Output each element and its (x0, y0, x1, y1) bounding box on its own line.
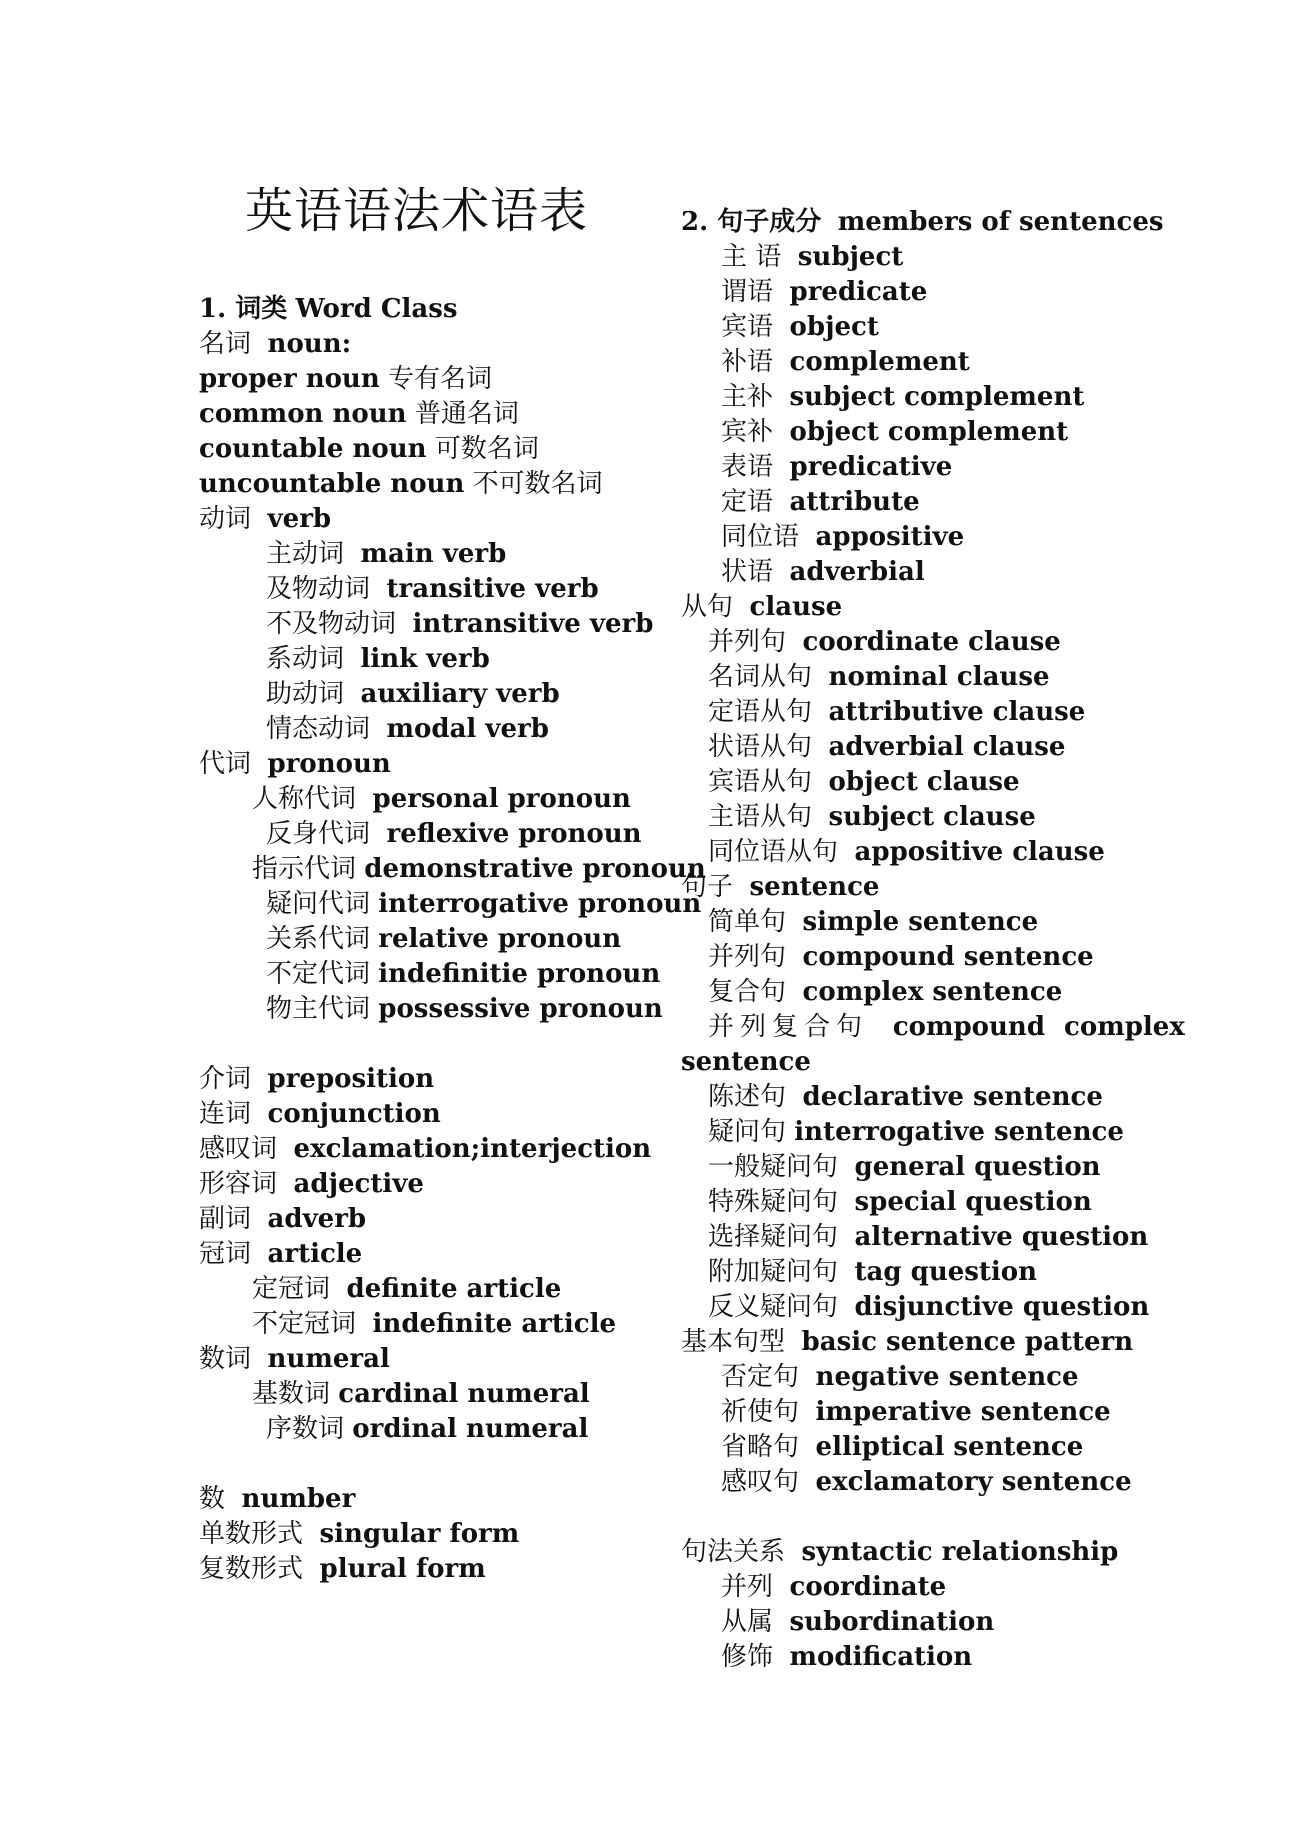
term-row: 补语 complement (721, 347, 970, 377)
term-row: 形容词 adjective (199, 1169, 424, 1199)
term-row-continuation: sentence (681, 1047, 811, 1077)
term-row: 谓语 predicate (721, 277, 928, 307)
term-row: 主 语 subject (721, 242, 904, 272)
page-title: 英语语法术语表 (245, 183, 589, 239)
term-row: 附加疑问句 tag question (708, 1257, 1038, 1287)
term-row: 感叹词 exclamation;interjection (199, 1134, 652, 1164)
term-row: 定冠词 definite article (252, 1274, 562, 1304)
term-row: 同位语从句 appositive clause (708, 837, 1105, 867)
term-row: 数 number (199, 1484, 356, 1514)
term-row: 简单句 simple sentence (708, 907, 1039, 937)
term-row: common noun 普通名词 (199, 399, 519, 429)
term-row: 陈述句 declarative sentence (708, 1082, 1103, 1112)
term-row: 疑问句 interrogative sentence (708, 1117, 1124, 1147)
term-row: 代词 pronoun (199, 749, 391, 779)
term-row: 否定句 negative sentence (721, 1362, 1079, 1392)
term-row: 系动词 link verb (266, 644, 490, 674)
term-row: 定语从句 attributive clause (708, 697, 1086, 727)
term-row: 数词 numeral (199, 1344, 390, 1374)
term-row: uncountable noun 不可数名词 (199, 469, 603, 499)
term-row: 一般疑问句 general question (708, 1152, 1101, 1182)
term-row: 宾语 object (721, 312, 879, 342)
term-row: 状语 adverbial (721, 557, 925, 587)
term-row: 宾语从句 object clause (708, 767, 1020, 797)
term-row: 并列复合句 compound complex (708, 1012, 1185, 1042)
section-heading: 2. 句子成分 members of sentences (681, 207, 1164, 237)
section-heading: 1. 词类 Word Class (199, 294, 458, 324)
term-row: 基本句型 basic sentence pattern (681, 1327, 1134, 1357)
term-row: 省略句 elliptical sentence (721, 1432, 1084, 1462)
term-row: 复数形式 plural form (199, 1554, 486, 1584)
term-row: 句法关系 syntactic relationship (681, 1537, 1119, 1567)
term-row: 定语 attribute (721, 487, 920, 517)
term-row: 从句 clause (681, 592, 843, 622)
term-row: 宾补 object complement (721, 417, 1069, 447)
term-row: 并列句 coordinate clause (708, 627, 1061, 657)
term-row: 修饰 modification (721, 1642, 973, 1672)
term-row: 状语从句 adverbial clause (708, 732, 1066, 762)
term-row: 表语 predicative (721, 452, 953, 482)
term-row: 基数词 cardinal numeral (252, 1379, 590, 1409)
term-row: 连词 conjunction (199, 1099, 441, 1129)
term-row: countable noun 可数名词 (199, 434, 539, 464)
term-row: 特殊疑问句 special question (708, 1187, 1092, 1217)
term-row: 介词 preposition (199, 1064, 435, 1094)
term-row: 疑问代词 interrogative pronoun (266, 889, 702, 919)
term-row: 名词 noun: (199, 329, 352, 359)
term-row: 反身代词 reflexive pronoun (266, 819, 642, 849)
term-row: 不定代词 indefinitie pronoun (266, 959, 661, 989)
term-row: 感叹句 exclamatory sentence (721, 1467, 1132, 1497)
term-row: 主语从句 subject clause (708, 802, 1036, 832)
term-row: 人称代词 personal pronoun (252, 784, 631, 814)
term-row: 指示代词 demonstrative pronoun (252, 854, 706, 884)
term-row: proper noun 专有名词 (199, 364, 493, 394)
term-row: 反义疑问句 disjunctive question (708, 1292, 1150, 1322)
term-row: 不及物动词 intransitive verb (266, 609, 654, 639)
term-row: 句子 sentence (681, 872, 880, 902)
term-row: 及物动词 transitive verb (266, 574, 599, 604)
term-row: 主动词 main verb (266, 539, 507, 569)
term-row: 选择疑问句 alternative question (708, 1222, 1149, 1252)
term-row: 动词 verb (199, 504, 332, 534)
term-row: 祈使句 imperative sentence (721, 1397, 1111, 1427)
term-row: 副词 adverb (199, 1204, 367, 1234)
term-row: 冠词 article (199, 1239, 363, 1269)
term-row: 复合句 complex sentence (708, 977, 1063, 1007)
term-row: 关系代词 relative pronoun (266, 924, 622, 954)
term-row: 并列句 compound sentence (708, 942, 1094, 972)
term-row: 序数词 ordinal numeral (266, 1414, 589, 1444)
term-row: 不定冠词 indefinite article (252, 1309, 617, 1339)
term-row: 助动词 auxiliary verb (266, 679, 560, 709)
term-row: 名词从句 nominal clause (708, 662, 1050, 692)
term-row: 物主代词 possessive pronoun (266, 994, 663, 1024)
term-row: 同位语 appositive (721, 522, 965, 552)
term-row: 情态动词 modal verb (266, 714, 549, 744)
term-row: 主补 subject complement (721, 382, 1085, 412)
term-row: 从属 subordination (721, 1607, 995, 1637)
term-row: 并列 coordinate (721, 1572, 947, 1602)
term-row: 单数形式 singular form (199, 1519, 520, 1549)
